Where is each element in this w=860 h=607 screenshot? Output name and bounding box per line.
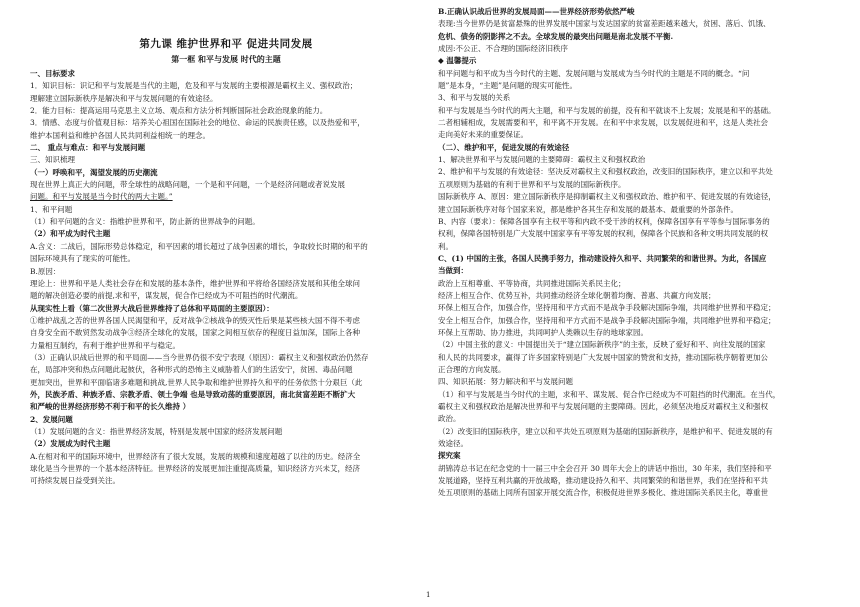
- text-line: 处五项原则的基础上同所有国家开展交流合作，积极促进世界多极化、推进国际关系民主化，尊重世: [438, 488, 768, 498]
- left-column: [30, 6, 422, 488]
- lesson-title: 第九课 维护世界和平 促进共同发展: [139, 38, 313, 50]
- text-line: 现在世界上真正大的问题，带全球性的战略问题，一个是和平问题，一个是经济问题或者说发展: [30, 180, 345, 190]
- text-line: 国际环境具有了现实的可能性。: [30, 254, 135, 264]
- text-line: 当做到：: [438, 266, 468, 276]
- text-line: 问题。和平与发展是当今时代的两大主题。”: [30, 192, 173, 202]
- text-line: （2）发展成为时代主题: [30, 439, 111, 449]
- text-line: B.正确认识战后世界的发展局面——世界经济形势依然严峻: [438, 7, 635, 16]
- text-line: 2、维护和平与发展的有效途径：坚决反对霸权主义和强权政治，改变旧的国际秩序，建立以和平共处: [438, 167, 773, 177]
- text-line: 自身安全而不敢贸然发动战争③经济全球化的发展，国家之间相互依存的程度日益加深，国际上各种: [30, 328, 360, 338]
- text-line: 霸权主义和强权政治是解决世界和平与发展问题的主要障碍。因此，必须坚决地反对霸权主义和强权: [438, 402, 768, 411]
- text-line: C、(1) 中国的主张，各国人民携手努力，推动建设持久和平、共同繁荣的和谐世界。为此，各国应: [438, 253, 767, 263]
- text-line: 球化是当今世界的一个基本经济特征。世界经济的发展更加注重提高质量，知识经济方兴未艾，经济: [30, 464, 360, 473]
- text-line: 建立国际新秩序对每个国家来说，都是维护各其生存和发展的最基本、最重要的外部条件。: [438, 204, 738, 214]
- text-line: 安全上相互合作，加强合作，坚持用和平方式而不是战争手段解决国际争端，共同维护世界和平稳定；: [438, 315, 776, 325]
- text-line: 发展道路，坚持互利共赢的开放战略，推动建设持久和平、共同繁荣的和谐世界，我们在坚持和平共: [438, 476, 768, 486]
- text-line: 1、和平问题: [30, 204, 73, 214]
- text-line: 可持续发展日益受到关注。: [30, 476, 120, 486]
- text-line: （3）正确认识战后世界的和平局面——当今世界仍很不安宁表现（原因）：霸权主义和强权政治仍然存: [30, 352, 369, 362]
- text-line: （2）改变旧的国际秩序，建立以和平共处五项原则为基础的国际新秩序，是维护和平、促进发展的有: [438, 426, 773, 436]
- right-column: [438, 6, 834, 500]
- text-line: 四、知识拓展：努力解决和平与发展问题: [438, 377, 573, 387]
- text-line: 和严峻的世界经济形势不利于和平的长久维持 ）: [30, 402, 191, 412]
- text-line: （1）和平与发展是当今时代的主题，求和平、谋发展、促合作已经成为不可阻挡的时代潮流。在当代，: [438, 389, 781, 399]
- text-line: 利。: [438, 241, 453, 251]
- text-line: 探究案: [438, 451, 461, 461]
- text-line: 力量相互制约，有利于维护世界和平与稳定。: [30, 340, 180, 350]
- text-line: 环保上相互合作，加强合作，坚持用和平方式而不是战争手段解决国际争端，共同维护世界和平稳定；: [438, 303, 776, 313]
- text-line: 题”是本身，“主题”是问题的现实可能性。: [438, 81, 578, 91]
- text-line: 3、和平与发展的关系: [438, 93, 511, 103]
- text-line: （1）发展问题的含义：指世界经济发展，特别是发展中国家的经济发展问题: [30, 426, 283, 436]
- text-line: 经济上相互合作、优势互补，共同推动经济全球化朝着均衡、普惠、共赢方向发展；: [438, 290, 716, 300]
- text-line: （二）、维护和平，促进发展的有效途径: [438, 142, 570, 152]
- text-line: 危机、债务的阴影挥之不去。全球发展的最突出问题是南北发展不平衡.: [438, 31, 674, 41]
- lesson-subtitle: 第一框 和平与发展 时代的主题: [171, 54, 281, 64]
- text-line: 二、 重点与难点：和平与发展问题: [30, 143, 146, 153]
- text-line: 二者相辅相成，发展需要和平，和平离不开发展。在和平中求发展，以发展促进和平，这是人类社会: [438, 118, 768, 128]
- text-line: （2）中国主张的意义：中国提出关于“建立国际新秩序”的主张，反映了爱好和平、向往发展的国家: [438, 340, 766, 350]
- text-line: 3．情感、态度与价值观目标：培养关心祖国在国际社会的地位、命运的民族责任感，以及热爱和平，: [30, 118, 365, 128]
- text-line: 政治上互相尊重、平等协商，共同推进国际关系民主化；: [438, 278, 626, 288]
- left-text-body: [30, 68, 422, 488]
- text-line: B.原因：: [30, 266, 61, 276]
- text-line: B、内容（要求）：保障各国享有主权平等和内政不受干涉的权利，保障各国享有平等参与国际事务的: [438, 216, 770, 226]
- text-line: 胡锦涛总书记在纪念党的十一届三中全会召开 30 周年大会上的讲话中指出，30 年来，我们坚持和平: [438, 463, 772, 473]
- text-line: A.含义：二战后，国际形势总体稳定，和平因素的增长超过了战争因素的增长，争取较长时期的和平的: [30, 241, 368, 251]
- text-line: 1、解决世界和平与发展问题的主要障碍：霸权主义和强权政治: [438, 155, 646, 165]
- text-line: 从现实性上看（第二次世界大战后世界维持了总体和平局面的主要原因）：: [30, 303, 274, 313]
- text-line: （1）和平问题的含义：指维护世界和平，防止新的世界战争的问题。: [30, 217, 260, 227]
- text-line: 更加突出，世界和平面临诸多难题和挑战,世界人民争取和维护世界持久和平的任务依然十分艰巨（此: [30, 377, 363, 387]
- text-line: 政治。: [438, 414, 461, 424]
- text-line: 2、发展问题: [30, 414, 73, 424]
- text-line: 外，民族矛盾、种族矛盾、宗教矛盾、领土争端 也是导致动荡的重要原因，南北贫富差距不断扩大: [30, 389, 356, 399]
- text-line: 三、知识梳理: [30, 155, 75, 165]
- text-line: 理论上：世界和平是人类社会存在和发展的基本条件，维护世界和平将给各国经济发展和其他全球问: [30, 278, 360, 288]
- text-line: 和人民的共同要求，赢得了许多国家特别是广大发展中国家的赞赏和支持，推动国际秩序朝着更加公: [438, 352, 768, 362]
- text-line: 正合理的方向发展。: [438, 364, 506, 374]
- text-line: 和平与发展是当今时代的两大主题，和平与发展的前提，没有和平就谈不上发展；发展是和平的基础。: [438, 105, 776, 115]
- text-line: 效途径。: [438, 439, 468, 449]
- text-line: 表现:当今世界仍是贫富悬殊的世界发展中国家与发达国家的贫富差距越来越大，贫困、落后、饥饿、: [438, 19, 771, 29]
- text-line: 五项原则为基础的有利于世界和平与发展的国际新秩序。: [438, 179, 626, 189]
- text-line: 1．知识目标：识记和平与发展是当代的主题，危及和平与发展的主要根源是霸权主义、强权政治；: [30, 81, 358, 91]
- text-line: 理解建立国际新秩序是解决和平与发展问题的有效途径。: [30, 93, 218, 103]
- text-line: （2）和平成为时代主题: [30, 229, 111, 239]
- text-line: 成因:不公正、不合理的国际经济旧秩序: [438, 44, 569, 54]
- text-line: ①维护战乱之苦的世界各国人民渴望和平，反对战争②核战争的毁灭性后果是某些核大国不得不考虑: [30, 315, 360, 325]
- text-line: A.在相对和平的国际环境中，世界经济有了很大发展，发展的规模和速度超越了以往的历史。经济全: [30, 451, 361, 461]
- text-line: 走向美好未来的重要保证。: [438, 130, 528, 140]
- right-text-body: [438, 6, 834, 500]
- text-line: 和平问题与和平成为当今时代的主题、发展问题与发展成为当今时代的主题是不同的概念。“问: [438, 68, 750, 78]
- text-line: ◆ 温馨提示: [438, 56, 477, 66]
- page-number: 1: [426, 591, 431, 599]
- text-line: 一、目标要求: [30, 69, 75, 78]
- text-line: 维护本国利益和维护各国人民共同利益相统一的理念。: [30, 130, 210, 140]
- text-line: 题的解决创造必要的前提,求和平，谋发展，促合作已经成为不可阻挡的时代潮流。: [30, 291, 303, 301]
- text-line: 在，局部冲突和热点问题此起彼伏，各种形式的恐怖主义威胁着人们的生活安宁，贫困、毒品问题: [30, 365, 353, 375]
- text-line: 国际新秩序 A、原因：建立国际新秩序是抑制霸权主义和强权政治、维护和平、促进发展的有效途径，: [438, 192, 776, 202]
- text-line: 环保上互帮助、协力推进，共同呵护人类赖以生存的地球家园。: [438, 327, 648, 337]
- text-line: 权利，保障各国特别是广大发展中国家享有平等发展的权利，保障各个民族和各种文明共同发展的权: [438, 229, 768, 239]
- text-line: 2．能力目标：提高运用马克思主义立场、观点和方法分析判断国际社会政治现象的能力。: [30, 106, 328, 116]
- text-line: （一）呼唤和平，渴望发展的历史潮流: [30, 167, 158, 177]
